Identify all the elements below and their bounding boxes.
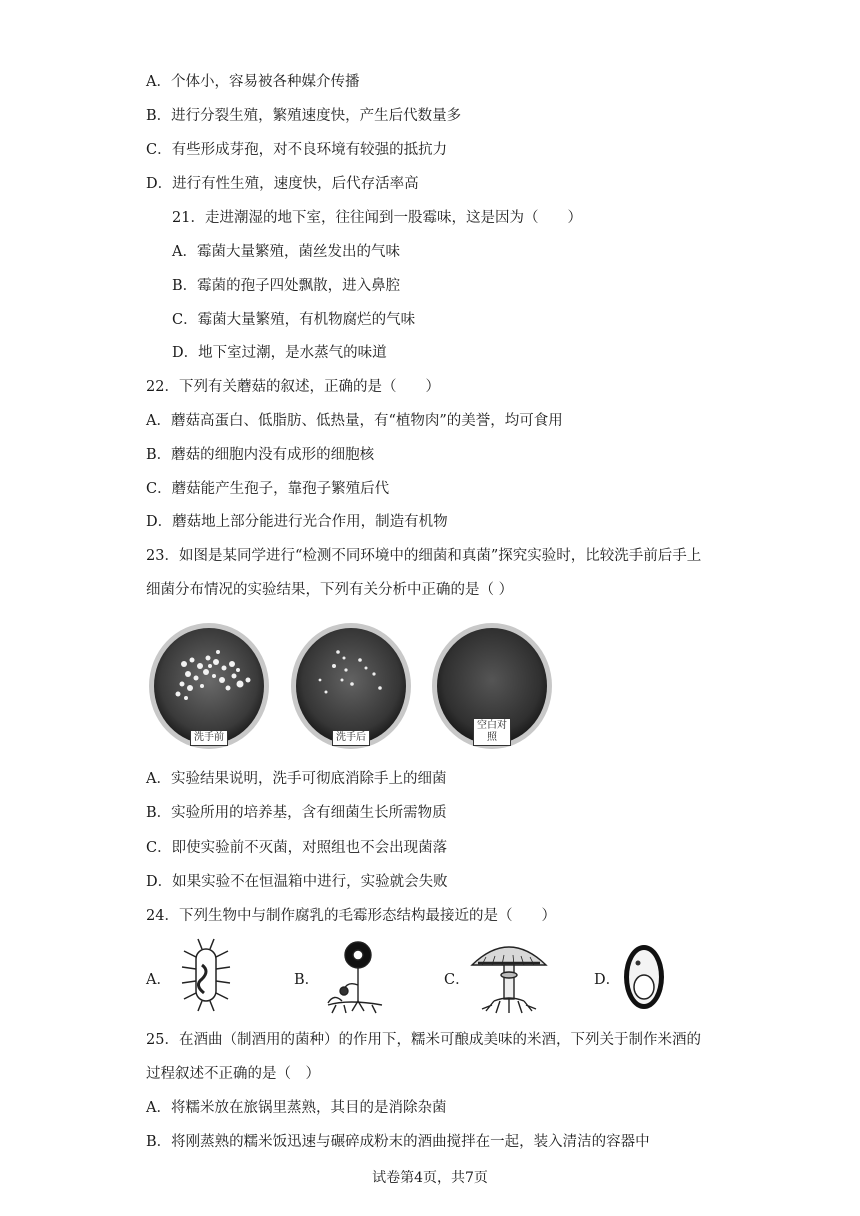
dish-label-blank: 空白对照 bbox=[473, 718, 511, 746]
q24-stem: 24．下列生物中与制作腐乳的毛霉形态结构最接近的是（ ） bbox=[146, 908, 556, 924]
q24-option-c-letter: C． bbox=[444, 972, 470, 988]
q21-option-a: A．霉菌大量繁殖，菌丝发出的气味 bbox=[172, 244, 400, 260]
q24-option-d-letter: D． bbox=[594, 972, 621, 988]
q23-option-b: B．实验所用的培养基，含有细菌生长所需物质 bbox=[146, 805, 447, 821]
page-footer: 试卷第4页，共7页 bbox=[372, 1170, 488, 1186]
q20-option-d: D．进行有性生殖，速度快，后代存活率高 bbox=[146, 176, 419, 192]
q22-option-d: D．蘑菇地上部分能进行光合作用，制造有机物 bbox=[146, 514, 448, 530]
q20-option-b: B．进行分裂生殖，繁殖速度快，产生后代数量多 bbox=[146, 108, 462, 124]
bacterium-icon bbox=[172, 935, 242, 1015]
q21-stem: 21．走进潮湿的地下室，往往闻到一股霉味，这是因为（ ） bbox=[172, 210, 582, 226]
yeast-cell-icon bbox=[614, 935, 674, 1015]
mold-icon bbox=[318, 935, 390, 1015]
q22-option-a: A．蘑菇高蛋白、低脂肪、低热量，有“植物肉”的美誉，均可食用 bbox=[146, 413, 563, 429]
q25-option-a: A．将糯米放在旅锅里蒸熟，其目的是消除杂菌 bbox=[146, 1100, 447, 1116]
q23-stem-line1: 23．如图是某同学进行“检测不同环境中的细菌和真菌”探究实验时，比较洗手前后手上 bbox=[146, 548, 702, 564]
q21-option-d: D．地下室过潮，是水蒸气的味道 bbox=[172, 345, 387, 361]
q25-stem-line1: 25．在酒曲（制酒用的菌种）的作用下，糯米可酿成美味的米酒，下列关于制作米酒的 bbox=[146, 1032, 701, 1048]
petri-dish-blank-control bbox=[431, 622, 553, 752]
mushroom-icon bbox=[464, 935, 554, 1015]
q23-stem-line2: 细菌分布情况的实验结果，下列有关分析中正确的是（ ） bbox=[146, 582, 514, 598]
q22-stem: 22．下列有关蘑菇的叙述，正确的是（ ） bbox=[146, 379, 440, 395]
q23-option-c: C．即使实验前不灭菌，对照组也不会出现菌落 bbox=[146, 840, 448, 856]
q23-option-d: D．如果实验不在恒温箱中进行，实验就会失败 bbox=[146, 874, 448, 890]
dish-label-after: 洗手后 bbox=[332, 730, 370, 746]
q23-option-a: A．实验结果说明，洗手可彻底消除手上的细菌 bbox=[146, 771, 447, 787]
q20-option-a: A．个体小，容易被各种媒介传播 bbox=[146, 74, 360, 90]
q20-option-c: C．有些形成芽孢，对不良环境有较强的抵抗力 bbox=[146, 142, 448, 158]
dish-label-before: 洗手前 bbox=[190, 730, 228, 746]
q22-option-c: C．蘑菇能产生孢子，靠孢子繁殖后代 bbox=[146, 481, 390, 497]
q21-option-b: B．霉菌的孢子四处飘散，进入鼻腔 bbox=[172, 278, 401, 294]
petri-dish-before-washing bbox=[148, 622, 270, 752]
q25-option-b: B．将刚蒸熟的糯米饭迅速与碾碎成粉末的酒曲搅拌在一起，装入清洁的容器中 bbox=[146, 1134, 650, 1150]
q24-option-a-letter: A． bbox=[146, 972, 171, 988]
q21-option-c: C．霉菌大量繁殖，有机物腐烂的气味 bbox=[172, 312, 416, 328]
q22-option-b: B．蘑菇的细胞内没有成形的细胞核 bbox=[146, 447, 375, 463]
q24-option-b-letter: B． bbox=[294, 972, 320, 988]
q25-stem-line2: 过程叙述不正确的是（ ） bbox=[146, 1066, 320, 1082]
petri-dish-after-washing bbox=[290, 622, 412, 752]
